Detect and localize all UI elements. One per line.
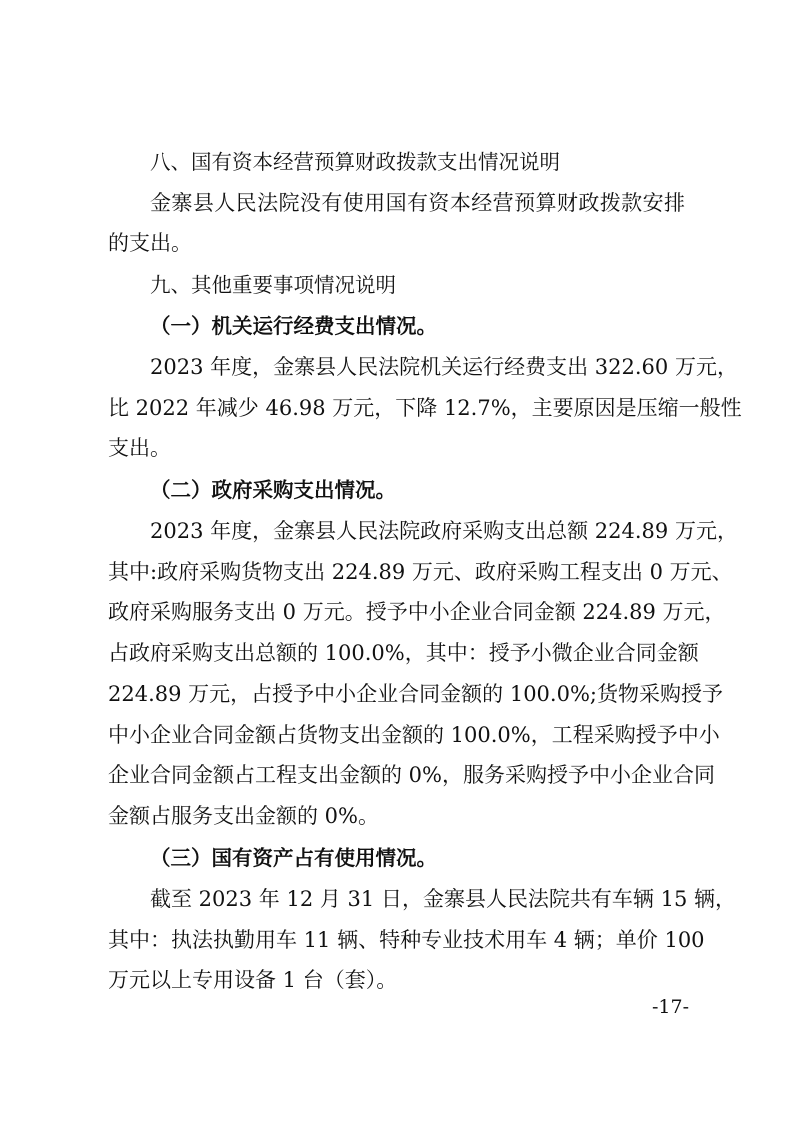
paragraph-line: 2023 年度，金寨县人民法院机关运行经费支出 322.60 万元， — [150, 355, 738, 379]
paragraph-line: 2023 年度，金寨县人民法院政府采购支出总额 224.89 万元， — [150, 519, 738, 543]
paragraph-line: 企业合同金额占工程支出金额的 0%，服务采购授予中小企业合同 — [108, 763, 715, 787]
paragraph-line: 占政府采购支出总额的 100.0%，其中：授予小微企业合同金额 — [108, 641, 699, 665]
paragraph-line: 比 2022 年减少 46.98 万元，下降 12.7%，主要原因是压缩一般性 — [108, 396, 742, 420]
section-eight-heading: 八、国有资本经营预算财政拨款支出情况说明 — [150, 150, 560, 174]
subsection-three-heading: （三）国有资产占有使用情况。 — [150, 846, 437, 870]
subsection-two-heading: （二）政府采购支出情况。 — [150, 478, 396, 502]
paragraph-line: 224.89 万元，占授予中小企业合同金额的 100.0%;货物采购授予 — [108, 682, 723, 706]
paragraph-line: 万元以上专用设备 1 台（套）。 — [108, 968, 398, 992]
paragraph-line: 政府采购服务支出 0 万元。授予中小企业合同金额 224.89 万元， — [108, 600, 726, 624]
page-number: -17- — [651, 996, 689, 1018]
paragraph-line: 其中：执法执勤用车 11 辆、特种专业技术用车 4 辆；单价 100 — [108, 928, 705, 952]
section-nine-heading: 九、其他重要事项情况说明 — [150, 273, 396, 297]
paragraph-line: 支出。 — [108, 436, 171, 460]
paragraph-line: 金额占服务支出金额的 0%。 — [108, 804, 379, 828]
paragraph-line: 金寨县人民法院没有使用国有资本经营预算财政拨款安排 — [150, 191, 685, 215]
paragraph-line: 的支出。 — [108, 231, 192, 255]
paragraph-line: 中小企业合同金额占货物支出金额的 100.0%，工程采购授予中小 — [108, 723, 720, 747]
subsection-one-heading: （一）机关运行经费支出情况。 — [150, 314, 437, 338]
paragraph-line: 截至 2023 年 12 月 31 日，金寨县人民法院共有车辆 15 辆， — [150, 887, 737, 911]
paragraph-line: 其中:政府采购货物支出 224.89 万元、政府采购工程支出 0 万元、 — [108, 560, 733, 584]
